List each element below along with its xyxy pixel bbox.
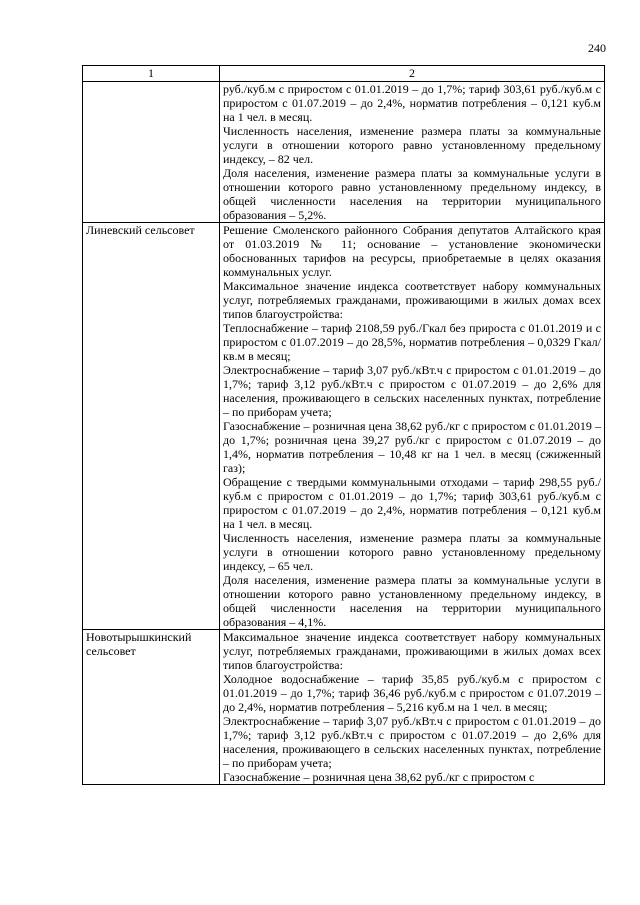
table-row: [83, 630, 605, 785]
description-cell: [220, 223, 605, 630]
paragraph: Решение Смоленского районного Собрания депутатов Алтайского края от 01.03.2019 № 11; основание – установление экономически обоснованных тарифов на ресурсы, приобретаемые в целях оказания коммунальных услуг.: [223, 223, 601, 279]
paragraph: Теплоснабжение – тариф 2108,59 руб./Гкал без прироста с 01.01.2019 и с приростом с 01.07.2019 – до 28,5%, норматив потребления – 0,0329 Гкал/кв.м в месяц;: [223, 321, 601, 363]
paragraph: Холодное водоснабжение – тариф 35,85 руб./куб.м с приростом с 01.01.2019 – до 1,7%; тариф 36,46 руб./куб.м с приростом с 01.07.2019 – до 2,4%, норматив потребления – 5,216 куб.м на 1 чел. в месяц;: [223, 672, 601, 714]
table-row: [83, 223, 605, 630]
paragraph: Максимальное значение индекса соответствует набору коммунальных услуг, потребляемых гражданами, проживающими в жилых домах всех типов благоустройства:: [223, 279, 601, 321]
header-col-2: 2: [220, 66, 605, 82]
municipality-cell: [83, 223, 220, 630]
municipality-cell: [83, 630, 220, 785]
paragraph: Обращение с твердыми коммунальными отходами – тариф 298,55 руб./куб.м с приростом с 01.01.2019 – до 1,7%; тариф 303,61 руб./куб.м с приростом с 01.07.2019 – до 2,4%, норматив потребления – 0,121 куб.м на 1 чел. в месяц.: [223, 475, 601, 531]
paragraph: Доля населения, изменение размера платы за коммунальные услуги в отношении которого равно установленному предельному индексу, в общей численности населения на территории муниципального образования – 5,2%.: [223, 166, 601, 222]
description-cell: [220, 82, 605, 223]
paragraph: Газоснабжение – розничная цена 38,62 руб./кг с приростом с 01.01.2019 – до 1,7%; розничная цена 39,27 руб./кг с приростом с 01.07.2019 – до 1,4%, норматив потребления – 10,48 кг на 1 чел. в месяц (сжиженный газ);: [223, 419, 601, 475]
paragraph: Электроснабжение – тариф 3,07 руб./кВт.ч с приростом с 01.01.2019 – до 1,7%; тариф 3,12 руб./кВт.ч с приростом с 01.07.2019 – до 2,6% для населения, проживающего в сельских населенных пунктах, потребление – по приборам учета;: [223, 714, 601, 770]
paragraph: Электроснабжение – тариф 3,07 руб./кВт.ч с приростом с 01.01.2019 – до 1,7%; тариф 3,12 руб./кВт.ч с приростом с 01.07.2019 – до 2,6% для населения, проживающего в сельских населенных пунктах, потребление – по приборам учета;: [223, 363, 601, 419]
page-number: 240: [588, 41, 606, 55]
paragraph: Доля населения, изменение размера платы за коммунальные услуги в отношении которого равно установленному предельному индексу, в общей численности населения на территории муниципального образования – 4,1%.: [223, 573, 601, 629]
paragraph: Численность населения, изменение размера платы за коммунальные услуги в отношении которого равно установленному предельному индексу, – 82 чел.: [223, 124, 601, 166]
tariff-table: [82, 65, 605, 785]
municipality-name: Новотырышкинский сельсовет: [86, 630, 192, 658]
description-cell: [220, 630, 605, 785]
paragraph: руб./куб.м с приростом с 01.01.2019 – до 1,7%; тариф 303,61 руб./куб.м с приростом с 01.07.2019 – до 2,4%, норматив потребления – 0,121 куб.м на 1 чел. в месяц.: [223, 82, 601, 124]
municipality-cell: [83, 82, 220, 223]
header-col-1: 1: [83, 66, 220, 82]
paragraph: Численность населения, изменение размера платы за коммунальные услуги в отношении которого равно установленному предельному индексу, – 65 чел.: [223, 531, 601, 573]
table-row: [83, 82, 605, 223]
table-header-row: [83, 66, 605, 82]
paragraph: Максимальное значение индекса соответствует набору коммунальных услуг, потребляемых гражданами, проживающими в жилых домах всех типов благоустройства:: [223, 630, 601, 672]
municipality-name: Линевский сельсовет: [86, 223, 195, 237]
paragraph: Газоснабжение – розничная цена 38,62 руб./кг с приростом с: [223, 770, 535, 784]
